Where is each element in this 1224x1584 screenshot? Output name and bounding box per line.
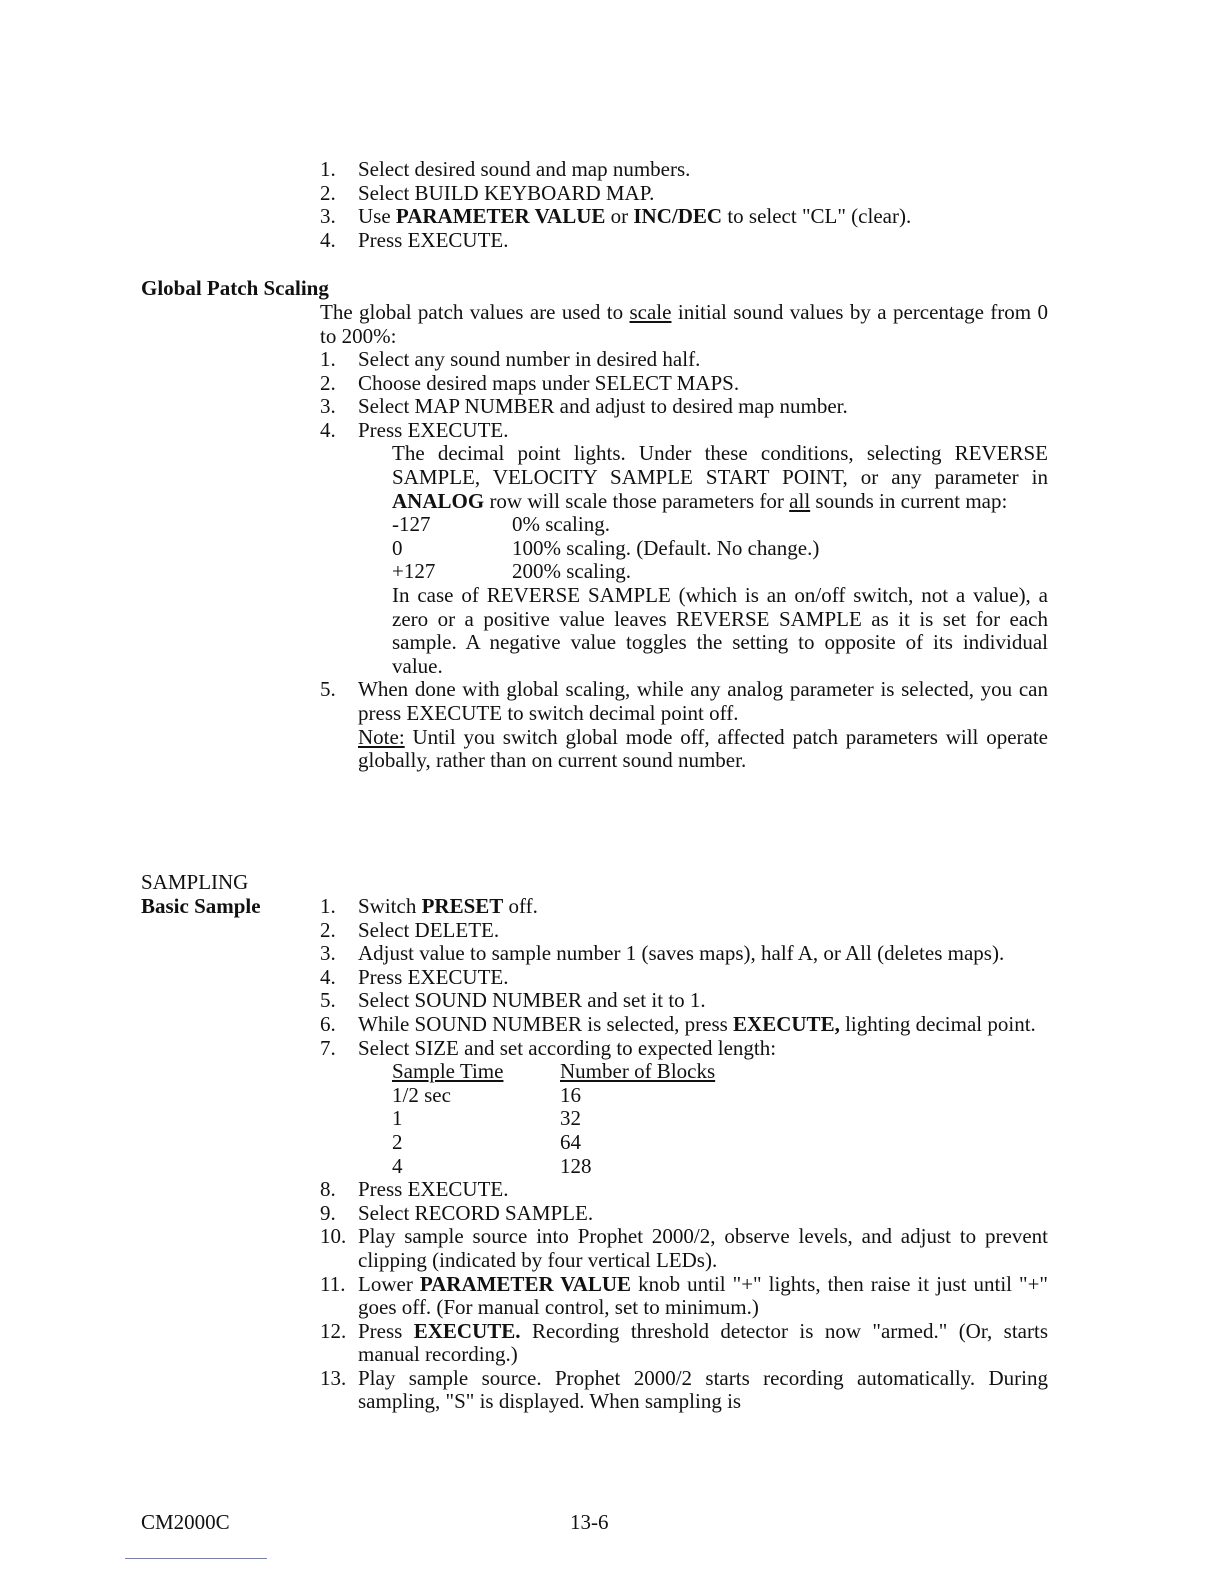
table-row: 4 128 — [392, 1153, 592, 1178]
list-item: 7. Select SIZE and set according to expected length: Sample Time Number of Blocks 1/2 sec 16 1 32 2 64 4 128 — [320, 1037, 1048, 1179]
table-row: 2 64 — [392, 1129, 581, 1154]
list-item: 5. Select SOUND NUMBER and set it to 1. — [320, 988, 706, 1013]
top-step-list — [320, 158, 1048, 252]
list-item: 13. Play sample source. Prophet 2000/2 starts recording automatically. During sampling, "S" is displayed. When sampling is — [320, 1365, 1048, 1414]
list-item: 1. Select any sound number in desired half. — [320, 347, 701, 371]
global-intro: The global patch values are used to scale initial sound values by a percentage from 0 to 200%: — [320, 300, 1048, 348]
list-item: 3. Adjust value to sample number 1 (saves maps), half A, or All (deletes maps). — [320, 941, 1005, 966]
sampling-section-title: SAMPLING — [141, 870, 249, 894]
document-code: CM2000C — [141, 1510, 230, 1534]
size-table — [392, 1060, 1048, 1178]
page-number: 13-6 — [570, 1510, 609, 1534]
table-row: +127 200% scaling. — [392, 559, 631, 584]
list-item: 6. While SOUND NUMBER is selected, press EXECUTE, lighting decimal point. — [320, 1011, 1036, 1036]
list-item: 11. Lower PARAMETER VALUE knob until "+" lights, then raise it just until "+" goes off. (For manual control, set to minimum.) — [320, 1271, 1048, 1320]
list-item: 1. Switch PRESET off. — [320, 894, 538, 918]
list-item: 2. Select DELETE. — [320, 917, 500, 942]
table-row: 1/2 sec 16 — [392, 1082, 581, 1107]
scaling-table — [392, 513, 1048, 584]
reverse-sample-note: In case of REVERSE SAMPLE (which is an on/off switch, not a value), a zero or a positive value leaves REVERSE SAMPLE as it is set for each sample. A negative value toggles the setting to opposite of its individual value. — [392, 582, 1048, 678]
footer-divider — [125, 1558, 267, 1559]
list-item: 5. When done with global scaling, while any analog parameter is selected, you can press EXECUTE to switch decimal point off. Note: Until you switch global mode off, affected patch parameters will operate globally, rather than on current sound number. — [320, 677, 1048, 773]
list-item: 4. Press EXECUTE. The decimal point lights. Under these conditions, selecting REVERSE SAMPLE, VELOCITY SAMPLE START POINT, or any parameter in ANALOG row will scale those parameters for all sounds in current map: -127 0% scaling. 0 100% scaling. (Default. No change.) +127 200% scaling. In case of REVERSE SAMPLE (which is an on/off switch, not a value), a zero or a positive value leaves REVERSE SAMPLE as it is set for each sample. A negative value toggles the setting to opposite of its individual value. — [320, 417, 1048, 678]
list-item: 2. Choose desired maps under SELECT MAPS. — [320, 370, 740, 395]
list-item: 3. Use PARAMETER VALUE or INC/DEC to select "CL" (clear). — [320, 204, 912, 229]
list-item: 12. Press EXECUTE. Recording threshold detector is now "armed." (Or, starts manual recording.) — [320, 1318, 1048, 1367]
list-item: 4. Press EXECUTE. — [320, 964, 509, 989]
global-step-list — [320, 348, 1048, 773]
sampling-step-list — [320, 895, 1048, 1414]
step4-note: The decimal point lights. Under these conditions, selecting REVERSE SAMPLE, VELOCITY SAMPLE START POINT, or any parameter in ANALOG row will scale those parameters for all sounds in current map: — [392, 441, 1048, 513]
table-row: -127 0% scaling. — [392, 512, 610, 537]
list-item: 4. Press EXECUTE. — [320, 227, 509, 252]
table-row: 0 100% scaling. (Default. No change.) — [392, 535, 820, 560]
list-item: 1. Select desired sound and map numbers. — [320, 157, 691, 181]
step5-text: When done with global scaling, while any analog parameter is selected, you can press EXECUTE to switch decimal point off. — [358, 677, 1048, 725]
list-item: 9. Select RECORD SAMPLE. — [320, 1200, 594, 1225]
list-item: 8. Press EXECUTE. — [320, 1177, 509, 1202]
global-note: Note: Until you switch global mode off, affected patch parameters will operate globally, rather than on current sound number. — [358, 724, 1048, 773]
list-item: 2. Select BUILD KEYBOARD MAP. — [320, 180, 655, 205]
table-row: 1 32 — [392, 1106, 581, 1131]
global-patch-scaling-heading: Global Patch Scaling — [141, 276, 329, 300]
table-header-row: Sample Time Number of Blocks — [392, 1059, 716, 1084]
basic-sample-heading: Basic Sample — [141, 894, 261, 918]
list-item: 10. Play sample source into Prophet 2000/2, observe levels, and adjust to prevent clipping (indicated by four vertical LEDs). — [320, 1224, 1048, 1272]
list-item: 3. Select MAP NUMBER and adjust to desired map number. — [320, 394, 848, 419]
